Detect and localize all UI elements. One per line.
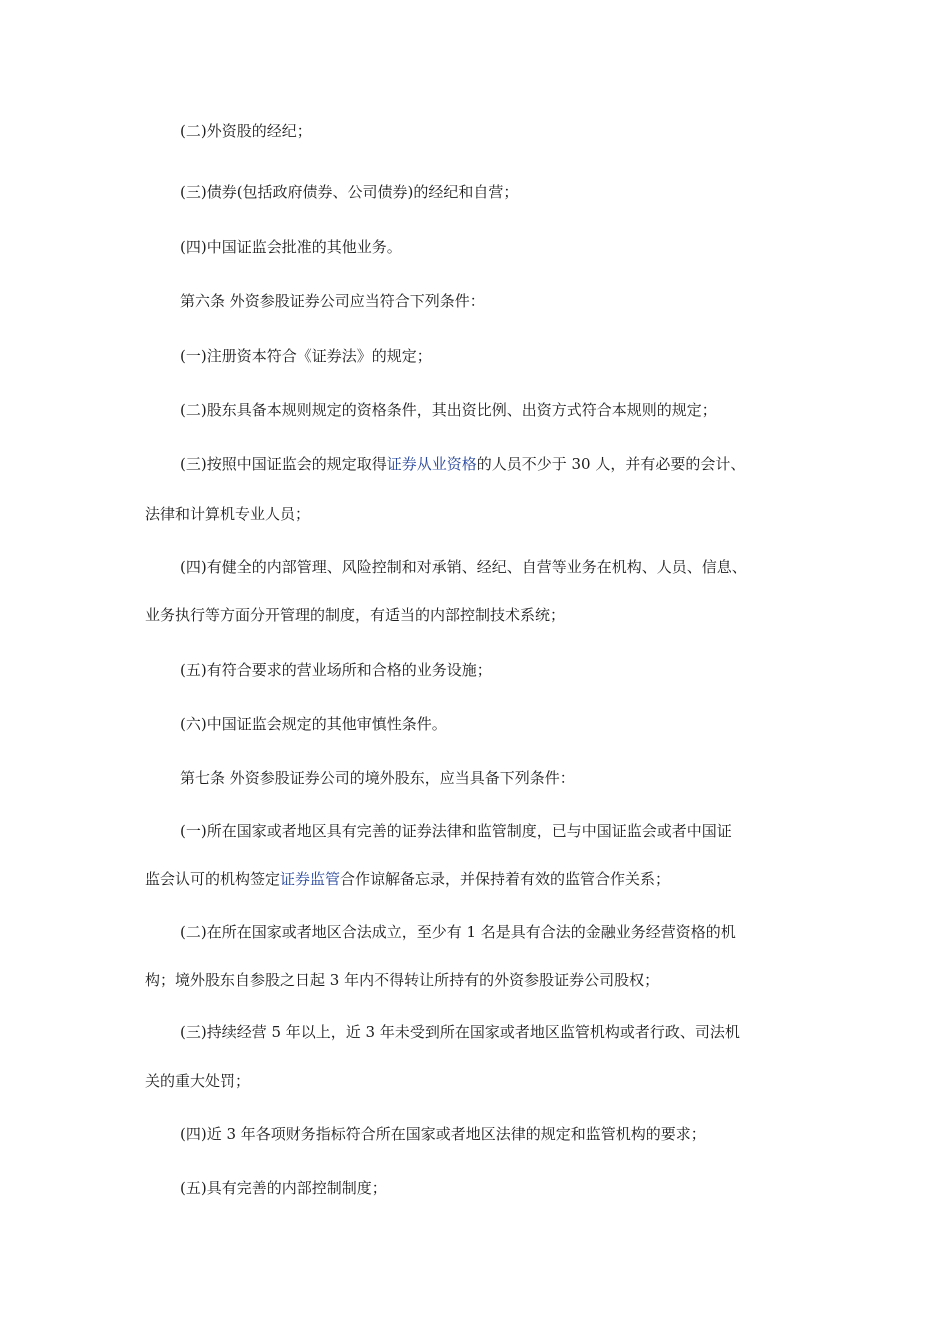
- text-line: [145, 401, 717, 419]
- text-line: [145, 822, 732, 840]
- text-line: [145, 661, 492, 679]
- text-segment: 第七条 外资参股证券公司的境外股东，应当具备下列条件：: [180, 769, 575, 787]
- text-line: [145, 122, 810, 140]
- text-line: [145, 347, 432, 365]
- text-line: [145, 971, 659, 989]
- text-line: [145, 870, 670, 888]
- text-segment: (一)所在国家或者地区具有完善的证券法律和监管制度，已与中国证监会或者中国证: [180, 822, 732, 840]
- text-segment: (二)在所在国家或者地区合法成立，至少有 1 名是具有合法的金融业务经营资格的机: [180, 923, 736, 941]
- text-segment: 监会认可的机构签定: [145, 870, 281, 888]
- text-segment: 关的重大处罚；: [145, 1072, 251, 1090]
- text-segment: (四)近 3 年各项财务指标符合所在国家或者地区法律的规定和监管机构的要求；: [180, 1125, 706, 1143]
- text-line: [145, 455, 745, 473]
- text-line: [145, 1023, 740, 1041]
- text-line: [145, 1125, 706, 1143]
- text-segment: 第六条 外资参股证券公司应当符合下列条件：: [180, 292, 485, 310]
- securities-qualification-link[interactable]: 证券从业资格: [386, 455, 477, 473]
- text-segment: (四)中国证监会批准的其他业务。: [180, 238, 402, 256]
- text-line: [145, 238, 402, 256]
- article-heading-line: [145, 292, 485, 310]
- text-segment: 合作谅解备忘录，并保持着有效的监管合作关系；: [340, 870, 671, 888]
- article-heading-line: [145, 769, 575, 787]
- text-segment: 的人员不少于 30 人，并有必要的会计、: [476, 455, 746, 473]
- text-segment: (一)注册资本符合《证券法》的规定；: [180, 347, 432, 365]
- text-segment: 构；境外股东自参股之日起 3 年内不得转让所持有的外资参股证券公司股权；: [145, 971, 660, 989]
- text-segment: (三)持续经营 5 年以上，近 3 年未受到所在国家或者地区监管机构或者行政、司法机: [180, 1023, 740, 1041]
- text-line: [145, 923, 736, 941]
- text-segment: (二)股东具备本规则规定的资格条件，其出资比例、出资方式符合本规则的规定；: [180, 401, 717, 419]
- text-line: [145, 183, 518, 201]
- text-segment: 业务执行等方面分开管理的制度，有适当的内部控制技术系统；: [145, 606, 566, 624]
- securities-supervision-link[interactable]: 证券监管: [280, 870, 341, 888]
- text-line: [145, 1179, 387, 1197]
- text-segment: (四)有健全的内部管理、风险控制和对承销、经纪、自营等业务在机构、人员、信息、: [180, 558, 747, 576]
- text-line: [145, 558, 747, 576]
- text-segment: (三)按照中国证监会的规定取得: [180, 455, 387, 473]
- text-segment: (二)外资股的经纪；: [180, 122, 312, 140]
- document-body: [145, 122, 810, 1197]
- text-segment: (六)中国证监会规定的其他审慎性条件。: [180, 715, 447, 733]
- text-segment: (五)有符合要求的营业场所和合格的业务设施；: [180, 661, 492, 679]
- text-line: [145, 1072, 250, 1090]
- text-line: [145, 715, 447, 733]
- text-segment: (三)债券(包括政府债券、公司债券)的经纪和自营；: [180, 183, 519, 201]
- text-line: [145, 505, 310, 523]
- text-segment: 法律和计算机专业人员；: [145, 505, 311, 523]
- text-line: [145, 606, 565, 624]
- text-segment: (五)具有完善的内部控制制度；: [180, 1179, 387, 1197]
